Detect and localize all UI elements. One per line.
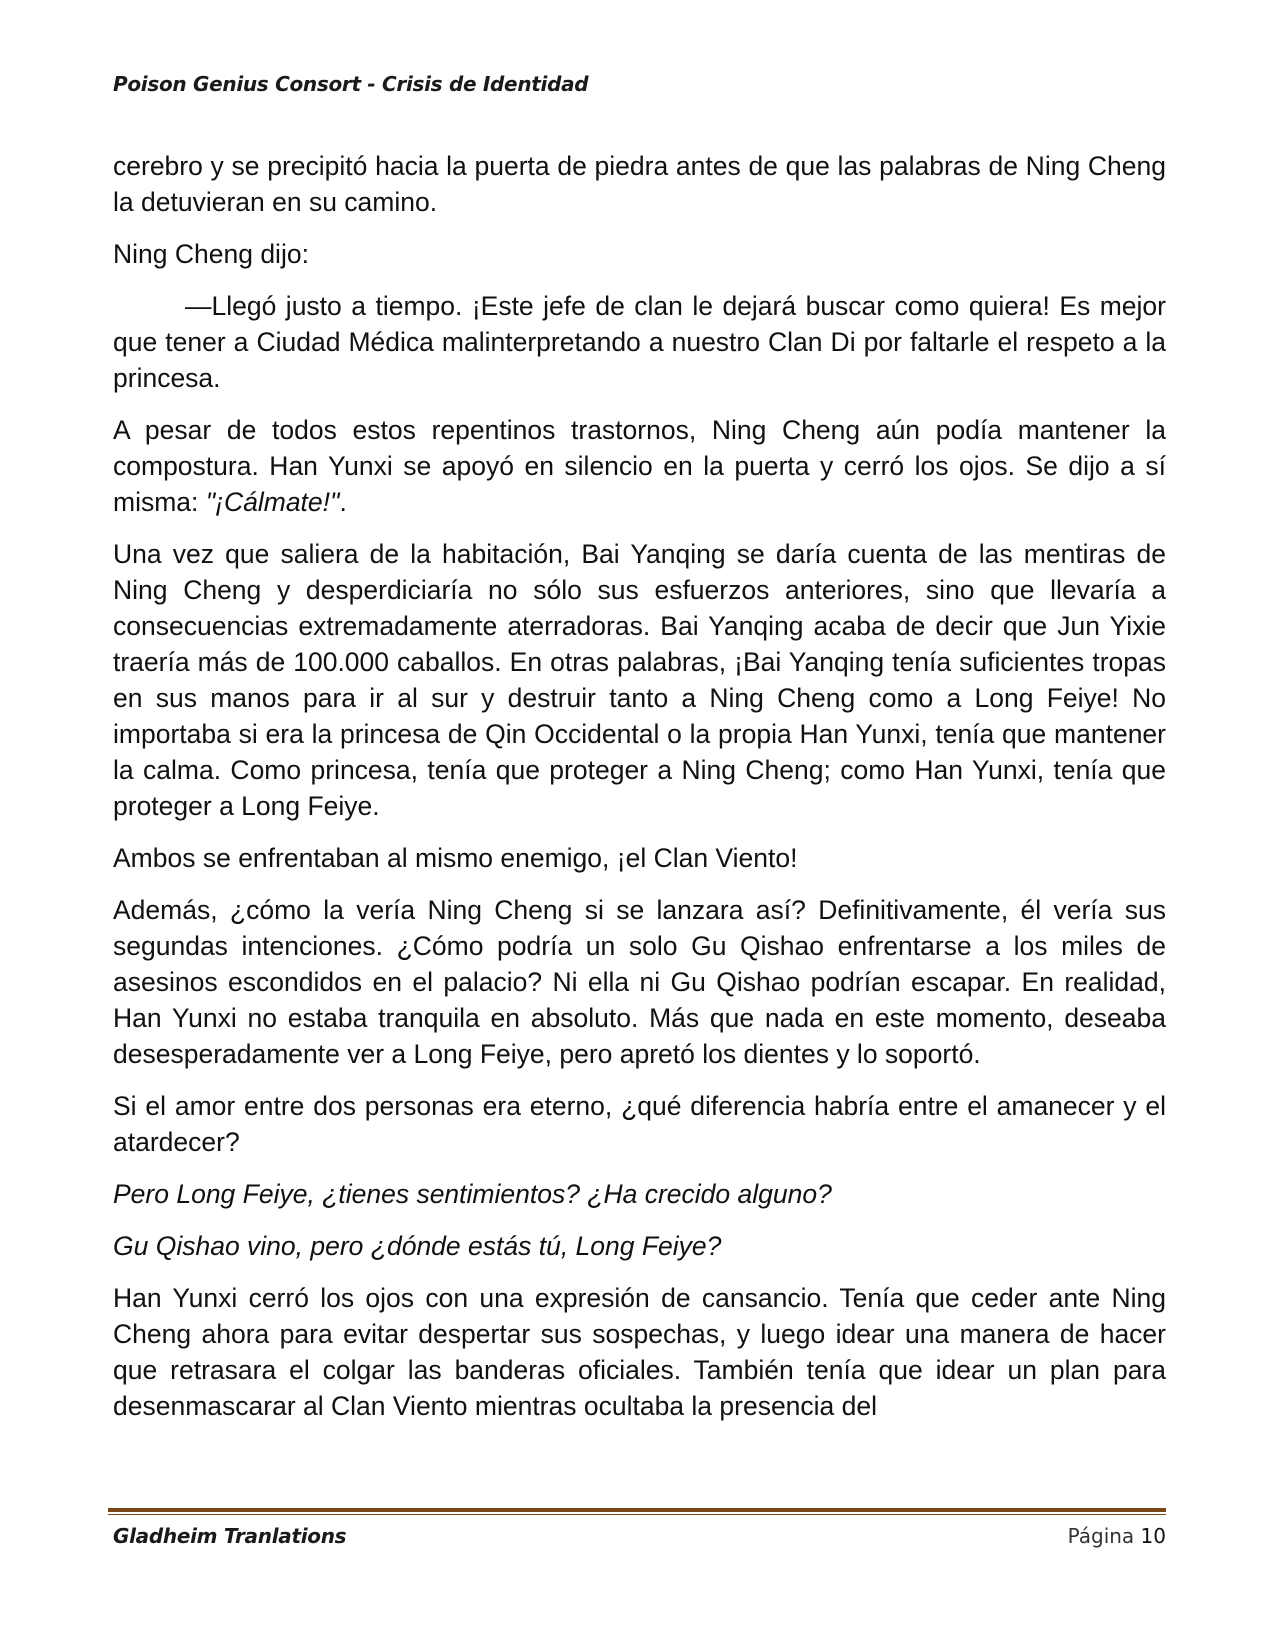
paragraph bbox=[113, 412, 1166, 520]
paragraph: Además, ¿cómo la vería Ning Cheng si se lanzara así? Definitivamente, él vería sus segundas intenciones. ¿Cómo podría un solo Gu Qishao enfrentarse a los miles de asesinos escondidos en el palacio? Ni ella ni Gu Qishao podrían escapar. En realidad, Han Yunxi no estaba tranquila en absoluto. Más que nada en este momento, deseaba desesperadamente ver a Long Feiye, pero apretó los dientes y lo soportó. bbox=[113, 895, 1166, 1069]
paragraph: Una vez que saliera de la habitación, Bai Yanqing se daría cuenta de las mentiras de Ning Cheng y desperdiciaría no sólo sus esfuerzos anteriores, sino que llevaría a consecuencias extremadamente aterradoras. Bai Yanqing acaba de decir que Jun Yixie traería más de 100.000 caballos. En otras palabras, ¡Bai Yanqing tenía suficientes tropas en sus manos para ir al sur y destruir tanto a Ning Cheng como a Long Feiye! No importaba si era la princesa de Qin Occidental o la propia Han Yunxi, tenía que mantener la calma. Como princesa, tenía que proteger a Ning Cheng; como Han Yunxi, tenía que proteger a Long Feiye. bbox=[113, 539, 1166, 821]
paragraph-tail: . bbox=[339, 487, 347, 517]
document-body bbox=[113, 148, 1166, 1424]
paragraph: Han Yunxi cerró los ojos con una expresión de cansancio. Tenía que ceder ante Ning Cheng ahora para evitar despertar sus sospechas, y luego idear una manera de hacer que retrasara el colgar las banderas oficiales. También tenía que idear un plan para desenmascarar al Clan Viento mientras ocultaba la presencia del bbox=[113, 1283, 1166, 1421]
paragraph: Ning Cheng dijo: bbox=[113, 239, 309, 269]
page-label: Página bbox=[1067, 1524, 1135, 1548]
paragraph-text: A pesar de todos estos repentinos trastornos, Ning Cheng aún podía mantener la compostura. Han Yunxi se apoyó en silencio en la puerta y cerró los ojos. Se dijo a sí misma: bbox=[113, 415, 1166, 517]
footer-divider-thin bbox=[108, 1514, 1166, 1515]
page-header-title: Poison Genius Consort - Crisis de Identidad bbox=[113, 72, 589, 96]
paragraph: Si el amor entre dos personas era eterno, ¿qué diferencia habría entre el amanecer y el atardecer? bbox=[113, 1091, 1166, 1157]
footer-credit: Gladheim Tranlations bbox=[113, 1524, 347, 1548]
page-number bbox=[1068, 1524, 1166, 1548]
dialogue-paragraph: —Llegó justo a tiempo. ¡Este jefe de clan le dejará buscar como quiera! Es mejor que tener a Ciudad Médica malinterpretando a nuestro Clan Di por faltarle el respeto a la princesa. bbox=[113, 291, 1166, 393]
footer-divider-thick bbox=[108, 1508, 1166, 1512]
paragraph: Ambos se enfrentaban al mismo enemigo, ¡el Clan Viento! bbox=[113, 843, 798, 873]
paragraph: cerebro y se precipitó hacia la puerta de piedra antes de que las palabras de Ning Cheng la detuvieran en su camino. bbox=[113, 151, 1166, 217]
footer-divider bbox=[108, 1508, 1166, 1515]
italic-thought: Pero Long Feiye, ¿tienes sentimientos? ¿Ha crecido alguno? bbox=[113, 1179, 832, 1209]
page-number-value: 10 bbox=[1140, 1524, 1166, 1548]
italic-quote: "¡Cálmate!" bbox=[205, 487, 340, 517]
italic-thought: Gu Qishao vino, pero ¿dónde estás tú, Long Feiye? bbox=[113, 1231, 722, 1261]
